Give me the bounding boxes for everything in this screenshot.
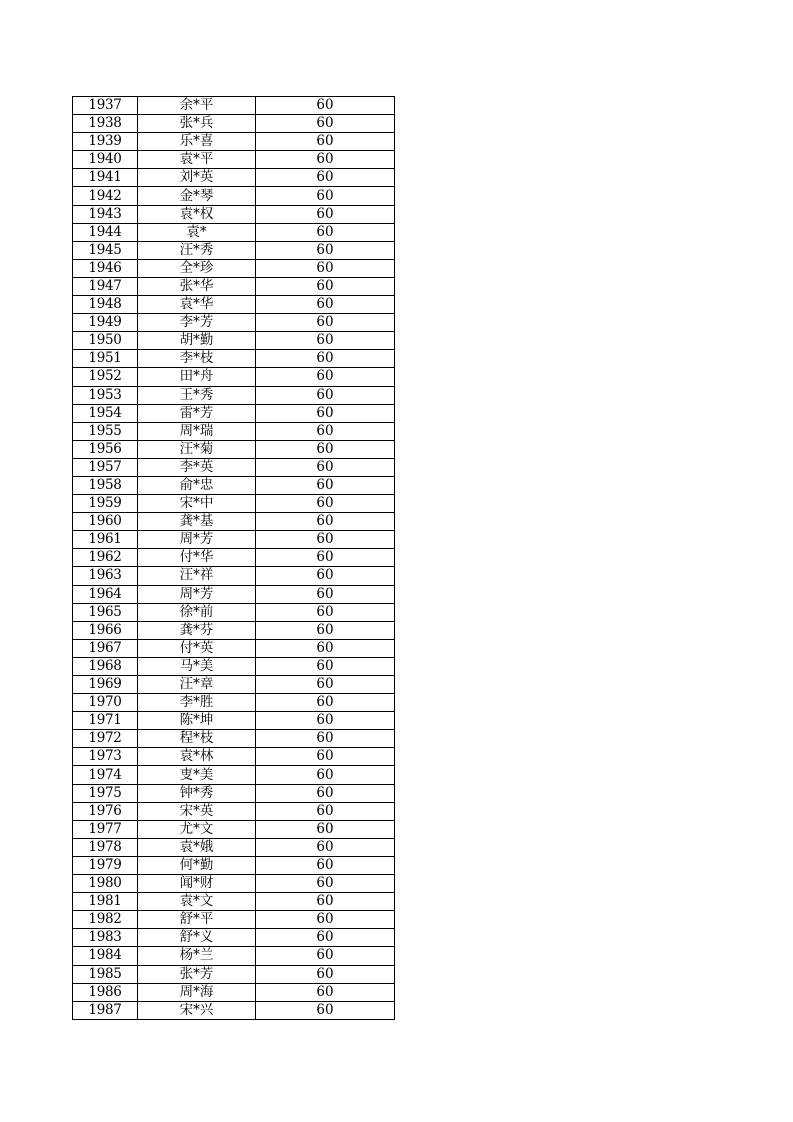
amount-cell: 60: [256, 422, 395, 440]
name-cell: 宋*兴: [138, 1001, 256, 1019]
row-number-cell: 1982: [73, 911, 138, 929]
row-number-cell: 1942: [73, 187, 138, 205]
amount-cell: 60: [256, 730, 395, 748]
table-row: [73, 513, 395, 531]
table-row: [73, 531, 395, 549]
table-row: [73, 585, 395, 603]
amount-cell: 60: [256, 911, 395, 929]
amount-cell: 60: [256, 1001, 395, 1019]
table-row: [73, 223, 395, 241]
amount-cell: 60: [256, 368, 395, 386]
name-cell: 李*芳: [138, 314, 256, 332]
name-cell: 马*美: [138, 657, 256, 675]
amount-cell: 60: [256, 567, 395, 585]
amount-cell: 60: [256, 676, 395, 694]
amount-cell: 60: [256, 241, 395, 259]
amount-cell: 60: [256, 856, 395, 874]
amount-cell: 60: [256, 983, 395, 1001]
row-number-cell: 1963: [73, 567, 138, 585]
row-number-cell: 1969: [73, 676, 138, 694]
table-row: [73, 115, 395, 133]
name-cell: 舒*平: [138, 911, 256, 929]
row-number-cell: 1952: [73, 368, 138, 386]
table-row: [73, 603, 395, 621]
row-number-cell: 1945: [73, 241, 138, 259]
table-row: [73, 875, 395, 893]
table-row: [73, 404, 395, 422]
row-number-cell: 1959: [73, 495, 138, 513]
amount-cell: 60: [256, 893, 395, 911]
name-cell: 龚*芬: [138, 621, 256, 639]
table-row: [73, 911, 395, 929]
name-cell: 钟*秀: [138, 784, 256, 802]
name-cell: 汪*菊: [138, 440, 256, 458]
amount-cell: 60: [256, 133, 395, 151]
name-cell: 宋*中: [138, 495, 256, 513]
table-row: [73, 97, 395, 115]
row-number-cell: 1947: [73, 277, 138, 295]
name-cell: 汪*秀: [138, 241, 256, 259]
row-number-cell: 1957: [73, 458, 138, 476]
row-number-cell: 1967: [73, 639, 138, 657]
table-row: [73, 422, 395, 440]
row-number-cell: 1946: [73, 259, 138, 277]
amount-cell: 60: [256, 277, 395, 295]
table-row: [73, 332, 395, 350]
name-cell: 宋*英: [138, 802, 256, 820]
amount-cell: 60: [256, 965, 395, 983]
amount-cell: 60: [256, 495, 395, 513]
amount-cell: 60: [256, 639, 395, 657]
amount-cell: 60: [256, 259, 395, 277]
table-row: [73, 748, 395, 766]
row-number-cell: 1962: [73, 549, 138, 567]
row-number-cell: 1980: [73, 875, 138, 893]
row-number-cell: 1978: [73, 838, 138, 856]
name-cell: 龚*基: [138, 513, 256, 531]
name-cell: 李*英: [138, 458, 256, 476]
table-row: [73, 458, 395, 476]
amount-cell: 60: [256, 748, 395, 766]
amount-cell: 60: [256, 585, 395, 603]
table-row: [73, 133, 395, 151]
table-row: [73, 856, 395, 874]
row-number-cell: 1966: [73, 621, 138, 639]
name-cell: 李*胜: [138, 694, 256, 712]
name-cell: 俞*忠: [138, 476, 256, 494]
table-row: [73, 495, 395, 513]
table-row: [73, 476, 395, 494]
name-cell: 全*珍: [138, 259, 256, 277]
row-number-cell: 1941: [73, 169, 138, 187]
name-cell: 周*海: [138, 983, 256, 1001]
name-cell: 汪*章: [138, 676, 256, 694]
row-number-cell: 1953: [73, 386, 138, 404]
row-number-cell: 1940: [73, 151, 138, 169]
row-number-cell: 1961: [73, 531, 138, 549]
row-number-cell: 1960: [73, 513, 138, 531]
table-row: [73, 187, 395, 205]
row-number-cell: 1937: [73, 97, 138, 115]
name-cell: 王*秀: [138, 386, 256, 404]
amount-cell: 60: [256, 187, 395, 205]
name-cell: 余*平: [138, 97, 256, 115]
amount-cell: 60: [256, 712, 395, 730]
name-cell: 袁*娥: [138, 838, 256, 856]
name-cell: 刘*英: [138, 169, 256, 187]
row-number-cell: 1973: [73, 748, 138, 766]
amount-cell: 60: [256, 205, 395, 223]
table-row: [73, 440, 395, 458]
name-cell: 舒*义: [138, 929, 256, 947]
table-row: [73, 241, 395, 259]
amount-cell: 60: [256, 784, 395, 802]
amount-cell: 60: [256, 820, 395, 838]
name-cell: 周*芳: [138, 585, 256, 603]
name-cell: 张*华: [138, 277, 256, 295]
row-number-cell: 1958: [73, 476, 138, 494]
name-cell: 袁*文: [138, 893, 256, 911]
name-cell: 张*芳: [138, 965, 256, 983]
name-cell: 闻*财: [138, 875, 256, 893]
name-cell: 叓*美: [138, 766, 256, 784]
row-number-cell: 1970: [73, 694, 138, 712]
name-cell: 袁*林: [138, 748, 256, 766]
table-row: [73, 694, 395, 712]
name-cell: 汪*祥: [138, 567, 256, 585]
row-number-cell: 1975: [73, 784, 138, 802]
row-number-cell: 1938: [73, 115, 138, 133]
row-number-cell: 1944: [73, 223, 138, 241]
amount-cell: 60: [256, 332, 395, 350]
amount-cell: 60: [256, 223, 395, 241]
row-number-cell: 1939: [73, 133, 138, 151]
name-cell: 胡*勤: [138, 332, 256, 350]
table-row: [73, 350, 395, 368]
amount-cell: 60: [256, 169, 395, 187]
amount-cell: 60: [256, 694, 395, 712]
row-number-cell: 1976: [73, 802, 138, 820]
table-row: [73, 151, 395, 169]
amount-cell: 60: [256, 386, 395, 404]
name-cell: 金*琴: [138, 187, 256, 205]
table-row: [73, 169, 395, 187]
table-row: [73, 621, 395, 639]
table-row: [73, 386, 395, 404]
row-number-cell: 1985: [73, 965, 138, 983]
table-row: [73, 567, 395, 585]
table-row: [73, 205, 395, 223]
table-row: [73, 947, 395, 965]
name-cell: 徐*前: [138, 603, 256, 621]
table-row: [73, 929, 395, 947]
amount-cell: 60: [256, 549, 395, 567]
table-row: [73, 368, 395, 386]
row-number-cell: 1984: [73, 947, 138, 965]
table-row: [73, 784, 395, 802]
table-row: [73, 766, 395, 784]
amount-cell: 60: [256, 947, 395, 965]
table-row: [73, 314, 395, 332]
amount-cell: 60: [256, 404, 395, 422]
row-number-cell: 1948: [73, 296, 138, 314]
table-row: [73, 639, 395, 657]
row-number-cell: 1971: [73, 712, 138, 730]
amount-cell: 60: [256, 115, 395, 133]
roster-table: [72, 96, 395, 1020]
amount-cell: 60: [256, 476, 395, 494]
row-number-cell: 1974: [73, 766, 138, 784]
table-row: [73, 820, 395, 838]
table-row: [73, 965, 395, 983]
name-cell: 尤*文: [138, 820, 256, 838]
name-cell: 程*枝: [138, 730, 256, 748]
name-cell: 袁*: [138, 223, 256, 241]
table-row: [73, 676, 395, 694]
amount-cell: 60: [256, 802, 395, 820]
row-number-cell: 1972: [73, 730, 138, 748]
name-cell: 李*枝: [138, 350, 256, 368]
amount-cell: 60: [256, 151, 395, 169]
name-cell: 付*英: [138, 639, 256, 657]
amount-cell: 60: [256, 458, 395, 476]
name-cell: 田*舟: [138, 368, 256, 386]
amount-cell: 60: [256, 531, 395, 549]
name-cell: 乐*喜: [138, 133, 256, 151]
amount-cell: 60: [256, 929, 395, 947]
row-number-cell: 1987: [73, 1001, 138, 1019]
table-row: [73, 657, 395, 675]
table-row: [73, 838, 395, 856]
table-row: [73, 259, 395, 277]
roster-table-body: [73, 97, 395, 1020]
name-cell: 周*芳: [138, 531, 256, 549]
name-cell: 杨*兰: [138, 947, 256, 965]
table-row: [73, 277, 395, 295]
table-row: [73, 296, 395, 314]
row-number-cell: 1943: [73, 205, 138, 223]
name-cell: 何*勤: [138, 856, 256, 874]
amount-cell: 60: [256, 603, 395, 621]
amount-cell: 60: [256, 657, 395, 675]
name-cell: 张*兵: [138, 115, 256, 133]
row-number-cell: 1964: [73, 585, 138, 603]
amount-cell: 60: [256, 766, 395, 784]
row-number-cell: 1955: [73, 422, 138, 440]
amount-cell: 60: [256, 513, 395, 531]
row-number-cell: 1956: [73, 440, 138, 458]
name-cell: 袁*平: [138, 151, 256, 169]
table-row: [73, 893, 395, 911]
name-cell: 袁*权: [138, 205, 256, 223]
row-number-cell: 1981: [73, 893, 138, 911]
table-row: [73, 712, 395, 730]
amount-cell: 60: [256, 350, 395, 368]
row-number-cell: 1977: [73, 820, 138, 838]
row-number-cell: 1965: [73, 603, 138, 621]
row-number-cell: 1968: [73, 657, 138, 675]
amount-cell: 60: [256, 440, 395, 458]
name-cell: 陈*坤: [138, 712, 256, 730]
amount-cell: 60: [256, 314, 395, 332]
table-row: [73, 549, 395, 567]
amount-cell: 60: [256, 97, 395, 115]
table-row: [73, 1001, 395, 1019]
amount-cell: 60: [256, 838, 395, 856]
row-number-cell: 1979: [73, 856, 138, 874]
row-number-cell: 1949: [73, 314, 138, 332]
name-cell: 周*瑞: [138, 422, 256, 440]
row-number-cell: 1950: [73, 332, 138, 350]
row-number-cell: 1986: [73, 983, 138, 1001]
table-row: [73, 730, 395, 748]
name-cell: 付*华: [138, 549, 256, 567]
row-number-cell: 1983: [73, 929, 138, 947]
table-row: [73, 983, 395, 1001]
row-number-cell: 1954: [73, 404, 138, 422]
name-cell: 袁*华: [138, 296, 256, 314]
amount-cell: 60: [256, 296, 395, 314]
row-number-cell: 1951: [73, 350, 138, 368]
amount-cell: 60: [256, 621, 395, 639]
name-cell: 雷*芳: [138, 404, 256, 422]
table-row: [73, 802, 395, 820]
amount-cell: 60: [256, 875, 395, 893]
